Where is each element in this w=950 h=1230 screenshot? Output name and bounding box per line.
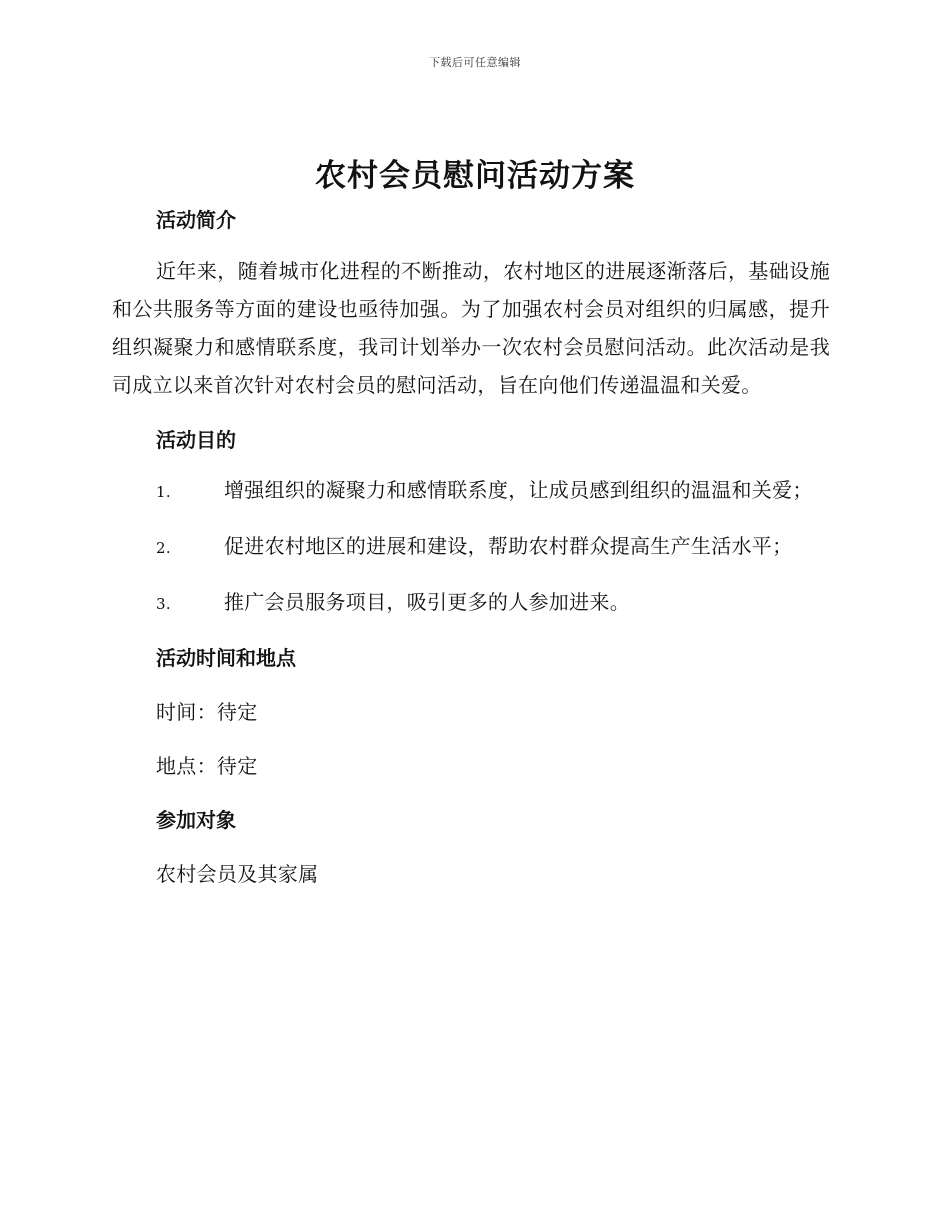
purpose-list-item	[112, 468, 830, 514]
purpose-list-item	[112, 524, 830, 570]
list-item-text: 增强组织的凝聚力和感情联系度，让成员感到组织的温温和关爱；	[224, 478, 813, 502]
page-header-note: 下载后可任意编辑	[429, 56, 521, 69]
section-heading-time-place: 活动时间和地点	[156, 646, 296, 670]
section-heading-purpose: 活动目的	[156, 428, 236, 452]
participants-line: 农村会员及其家属	[156, 862, 319, 886]
section-heading-participants: 参加对象	[156, 808, 236, 832]
list-number: 3.	[156, 595, 171, 613]
document-title: 农村会员慰问活动方案	[315, 158, 635, 194]
list-item-text: 促进农村地区的进展和建设，帮助农村群众提高生产生活水平；	[224, 534, 793, 558]
list-item-text: 推广会员服务项目，吸引更多的人参加进来。	[224, 590, 630, 614]
intro-paragraph: 近年来，随着城市化进程的不断推动，农村地区的进展逐渐落后，基础设施和公共服务等方面的建设也亟待加强。为了加强农村会员对组织的归属感，提升组织凝聚力和感情联系度，我司计划举办一次农村会员慰问活动。此次活动是我司成立以来首次针对农村会员的慰问活动，旨在向他们传递温温和关爱。	[112, 259, 830, 397]
section-heading-intro: 活动简介	[156, 208, 236, 232]
list-number: 2.	[156, 539, 171, 557]
time-line: 时间：待定	[156, 700, 258, 724]
document-body	[112, 198, 830, 906]
purpose-list-item	[112, 580, 830, 626]
place-line: 地点：待定	[156, 754, 258, 778]
list-number: 1.	[156, 483, 171, 501]
